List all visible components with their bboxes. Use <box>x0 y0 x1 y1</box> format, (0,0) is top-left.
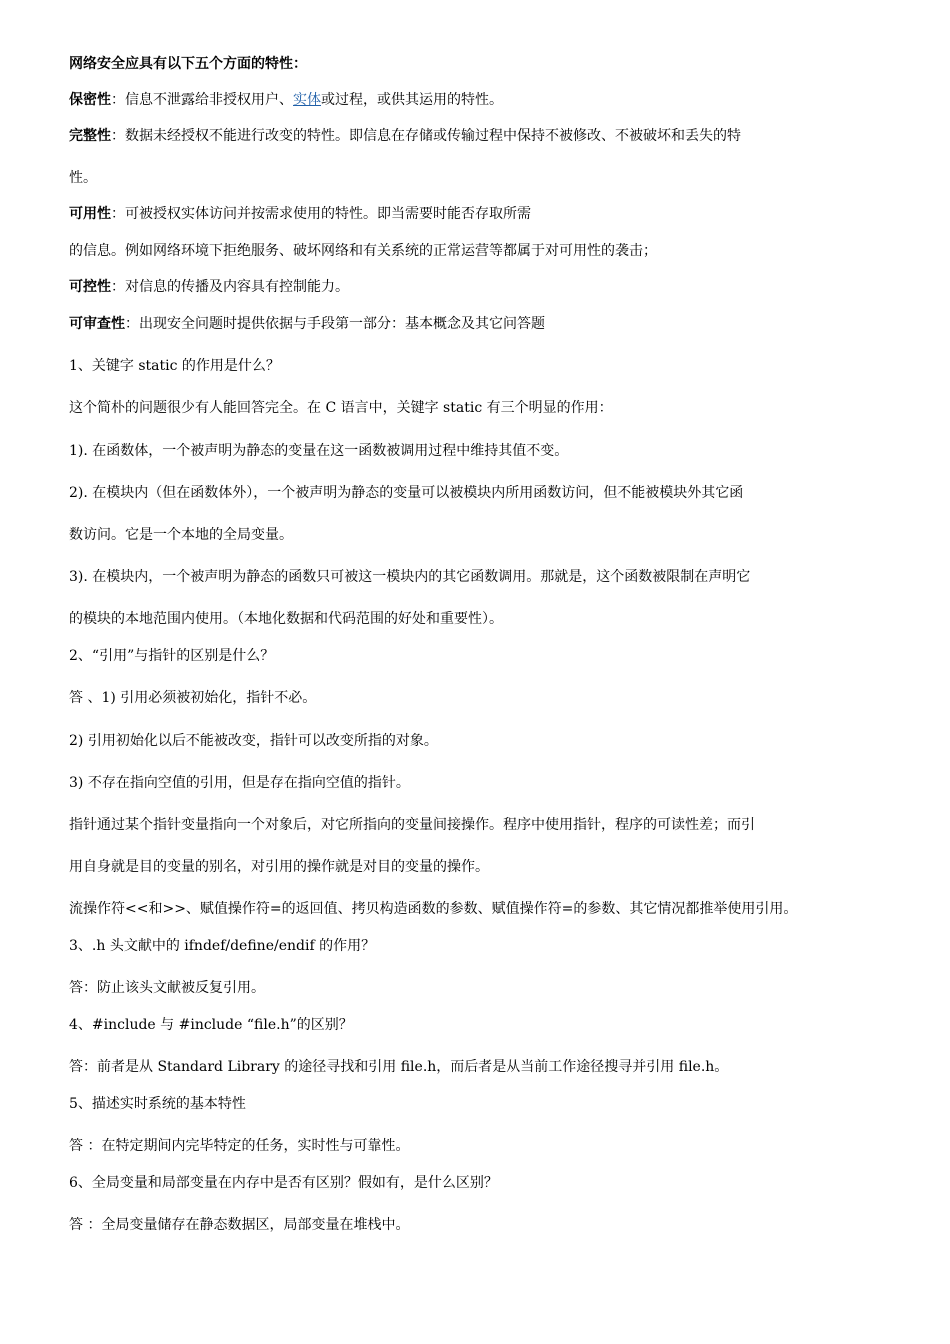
confidentiality-text-post: 或过程，或供其运用的特性。 <box>321 92 503 108</box>
q3-answer: 答：防止该头文献被反复引用。 <box>69 980 265 996</box>
integrity-term: 完整性 <box>69 128 111 144</box>
q1-answer-3-continuation: 的模块的本地范围内使用。（本地化数据和代码范围的好处和重要性）。 <box>69 611 503 627</box>
auditability-term: 可审查性 <box>69 316 125 332</box>
controllability-text: ：对信息的传播及内容具有控制能力。 <box>111 279 349 295</box>
auditability-line <box>69 314 545 334</box>
confidentiality-term: 保密性 <box>69 92 111 108</box>
integrity-text: ：数据未经授权不能进行改变的特性。即信息在存储或传输过程中保持不被修改、不被破坏和丢失的特 <box>111 128 741 144</box>
q1-answer-1: 1). 在函数体，一个被声明为静态的变量在这一函数被调用过程中维持其值不变。 <box>69 443 569 459</box>
integrity-line <box>69 126 741 146</box>
question-5: 5、描述实时系统的基本特性 <box>69 1096 246 1112</box>
q5-answer: 答 ：在特定期间内完毕特定的任务，实时性与可靠性。 <box>69 1138 410 1154</box>
availability-line <box>69 204 531 224</box>
controllability-line <box>69 277 349 297</box>
question-6: 6、全局变量和局部变量在内存中是否有区别？假如有，是什么区别？ <box>69 1175 498 1191</box>
section-heading: 网络安全应具有以下五个方面的特性： <box>69 56 307 72</box>
q4-answer: 答：前者是从 Standard Library 的途径寻找和引用 file.h，而后者是从当前工作途径搜寻并引用 file.h。 <box>69 1059 729 1075</box>
controllability-term: 可控性 <box>69 279 111 295</box>
availability-text: ：可被授权实体访问并按需求使用的特性。即当需要时能否存取所需 <box>111 206 531 222</box>
question-1: 1、关键字 static 的作用是什么？ <box>69 358 280 374</box>
q2-answer-3: 3) 不存在指向空值的引用，但是存在指向空值的指针。 <box>69 775 410 791</box>
q6-answer: 答 ：全局变量储存在静态数据区，局部变量在堆栈中。 <box>69 1217 410 1233</box>
q1-intro: 这个简朴的问题很少有人能回答完全。在 C 语言中，关键字 static 有三个明显的作用： <box>69 400 613 416</box>
q2-paragraph-2: 流操作符<<和>>、赋值操作符=的返回值、拷贝构造函数的参数、赋值操作符=的参数、其它情况都推举使用引用。 <box>69 901 798 917</box>
q1-answer-2-continuation: 数访问。它是一个本地的全局变量。 <box>69 527 293 543</box>
q2-answer-1: 答 、1) 引用必须被初始化，指针不必。 <box>69 690 317 706</box>
q1-answer-2: 2). 在模块内（但在函数体外），一个被声明为静态的变量可以被模块内所用函数访问，但不能被模块外其它函 <box>69 485 744 501</box>
q2-paragraph-1-continuation: 用自身就是目的变量的别名，对引用的操作就是对目的变量的操作。 <box>69 859 489 875</box>
integrity-continuation: 性。 <box>69 170 97 186</box>
question-2: 2、“引用”与指针的区别是什么？ <box>69 648 275 664</box>
q1-answer-3: 3). 在模块内，一个被声明为静态的函数只可被这一模块内的其它函数调用。那就是，这个函数被限制在声明它 <box>69 569 751 585</box>
availability-continuation: 的信息。例如网络环境下拒绝服务、破坏网络和有关系统的正常运营等都属于对可用性的袭击； <box>69 243 657 259</box>
confidentiality-text-pre: ：信息不泄露给非授权用户、 <box>111 92 293 108</box>
question-4: 4、#include 与 #include “file.h”的区别？ <box>69 1017 353 1033</box>
question-3: 3、.h 头文献中的 ifndef/define/endif 的作用？ <box>69 938 376 954</box>
confidentiality-line <box>69 90 503 110</box>
entity-link[interactable]: 实体 <box>293 92 321 108</box>
availability-term: 可用性 <box>69 206 111 222</box>
auditability-text: ：出现安全问题时提供依据与手段第一部分：基本概念及其它问答题 <box>125 316 545 332</box>
q2-paragraph-1: 指针通过某个指针变量指向一个对象后，对它所指向的变量间接操作。程序中使用指针，程序的可读性差；而引 <box>69 817 755 833</box>
q2-answer-2: 2) 引用初始化以后不能被改变，指针可以改变所指的对象。 <box>69 733 438 749</box>
